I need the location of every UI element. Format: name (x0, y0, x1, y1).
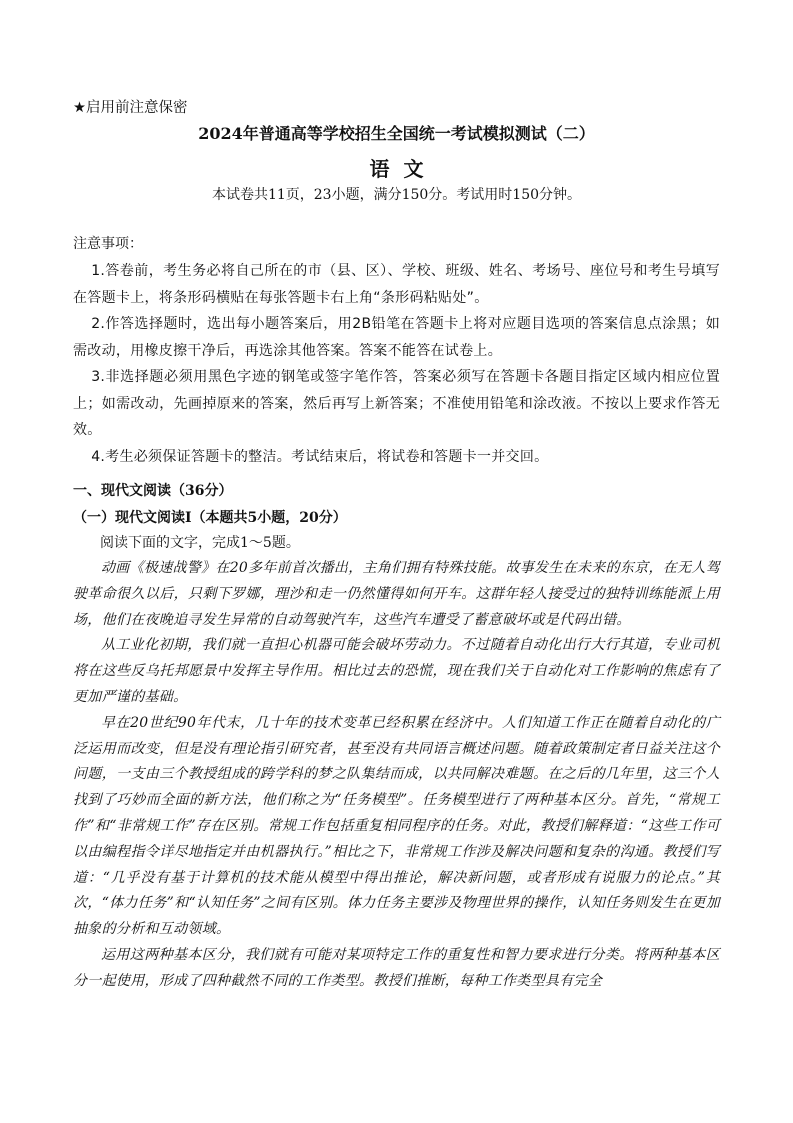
passage-paragraph: 从工业化初期，我们就一直担心机器可能会破坏劳动力。不过随着自动化出行大行其道，专业司机将在这些反乌托邦愿景中发挥主导作用。相比过去的恐慌，现在我们关于自动化对工作影响的焦虑有了更加严谨的基础。 (73, 637, 720, 705)
passage-paragraph: 动画《极速战警》在20多年前首次播出，主角们拥有特殊技能。故事发生在未来的东京，在无人驾驶革命很久以后，只剩下罗娜，理沙和走一仍然懂得如何开车。这群年轻人接受过的独特训练能派上用场，他们在夜晚追寻发生异常的自动驾驶汽车，这些汽车遭受了蓄意破坏或是代码出错。 (73, 560, 721, 628)
notice-item: 3.非选择题必须用黑色字迹的钢笔或签字笔作答，答案必须写在答题卡各题目指定区域内相应位置上；如需改动，先画掉原来的答案，然后再写上新答案；不准使用铅笔和涂改液。不按以上要求作答无效。 (73, 369, 720, 438)
section-title: 一、现代文阅读（36分） (73, 483, 233, 499)
notice-item: 4.考生必须保证答题卡的整洁。考试结束后，将试卷和答题卡一并交回。 (91, 448, 549, 465)
notice-list (73, 258, 720, 470)
section-subtitle: （一）现代文阅读Ⅰ（本题共5小题，20分） (73, 510, 347, 526)
notice-item: 2.作答选择题时，选出每小题答案后，用2B铅笔在答题卡上将对应题目选项的答案信息点涂黑；如需改动，用橡皮擦干净后，再选涂其他答案。答案不能答在试卷上。 (73, 316, 720, 359)
passage-paragraph: 早在20世纪90年代末，几十年的技术变革已经积累在经济中。人们知道工作正在随着自动化的广泛运用而改变，但是没有理论指引研究者，甚至没有共同语言概述问题。随着政策制定者日益关注这个问题，一支由三个教授组成的跨学科的梦之队集结而成，以共同解决难题。在之后的几年里，这三个人找到了巧妙而全面的新方法，他们称之为“任务模型”。任务模型进行了两种基本区分。首先，“常规工作”和“非常规工作”存在区别。常规工作包括重复相同程序的任务。对此，教授们解释道：“这些工作可以由编程指令详尽地指定并由机器执行。”相比之下，非常规工作涉及解决问题和复杂的沟通。教授们写道：“几乎没有基于计算机的技术能从模型中得出推论，解决新问题，或者形成有说服力的论点。”其次，“体力任务”和“认知任务”之间有区别。体力任务主要涉及物理世界的操作，认知任务则发生在更加抽象的分析和互动领域。 (73, 714, 720, 938)
notice-heading: 注意事项： (73, 236, 143, 252)
exam-title: 2024年普通高等学校招生全国统一考试模拟测试（二） (198, 124, 595, 143)
reading-passage (73, 556, 720, 995)
passage-paragraph: 运用这两种基本区分，我们就有可能对某项特定工作的重复性和智力要求进行分类。将两种基本区分一起使用，形成了四种截然不同的工作类型。教授们推断，每种工作类型具有完全 (73, 946, 720, 989)
notice-item: 1.答卷前，考生务必将自己所在的市（县、区）、学校、班级、姓名、考场号、座位号和考生号填写在答题卡上，将条形码横贴在每张答题卡右上角“条形码粘贴处”。 (73, 263, 720, 306)
confidential-mark: ★启用前注意保密 (73, 100, 188, 116)
exam-info: 本试卷共11页，23小题，满分150分。考试用时150分钟。 (211, 187, 582, 203)
reading-instruction: 阅读下面的文字，完成1～5题。 (100, 535, 300, 551)
subject-title: 语文 (369, 157, 438, 181)
